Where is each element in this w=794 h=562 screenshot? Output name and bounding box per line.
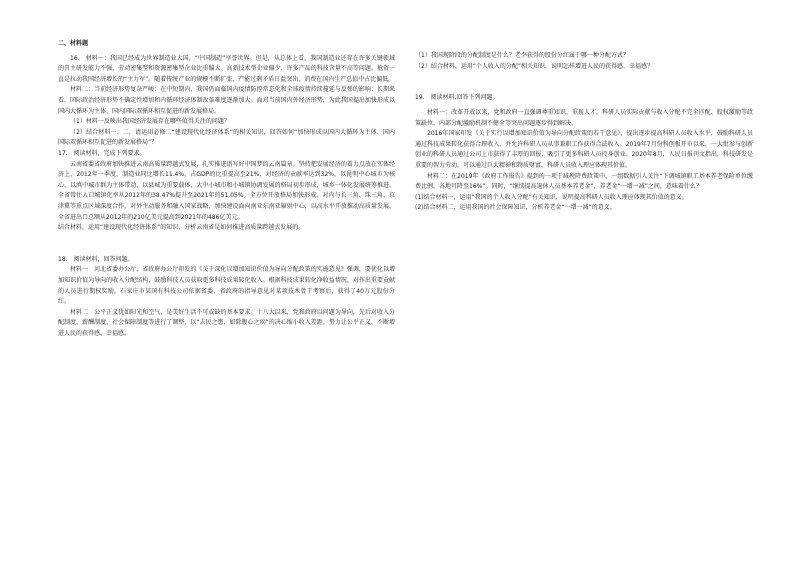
section-heading: 二、材料题 bbox=[58, 40, 89, 47]
q17-task: 结合材料，运用“建设现代化经济体系”的知识，分析云南省是如何推进高质量跨越式发展的。 bbox=[58, 224, 305, 232]
q19-subquestion-1: (1)结合材料一，运用“我国的个人收入分配”有关知识，说明提高科研人员收入理应体现其价值的意义。 bbox=[415, 193, 688, 201]
q16-material-one: 16. 材料一：我国已经成为世界制造业大国，“中国制造”享誉世界。但是，从总体上看，我国制造业还存在许多关键领域的自主研发能力不强、劳动密集型和资源密集型企业比重偏大、高新技术型企业偏少、许多产品的科技含量不高等问题。抢资一直是拉动我国经济增长的“主力军”。随着传统产业的规模不断扩张，产能过剩矛盾日益突出，消费在国内生产总值中占比偏低。 bbox=[58, 54, 395, 83]
q18-material-two: 材料二 公平正义犹如阳光和空气，是美好生活不可或缺的基本要求。十八大以来，党和政府以问题为导向，先后对收入分配制度、薪酬制度、社会保障制度等进行了调整，以“去民之患，如除腹心之疾”的决心缩小收入差距，努力让公平正义，不断增进人民的获得感、幸福感。 bbox=[58, 308, 395, 338]
q19-title: 19. 阅读材料,回答下列问题。 bbox=[415, 94, 499, 102]
q18-material-one: 材料一 河北省委办公厅、省政府办公厅印发的《关于深化以增加知识价值为导向分配政策的实施意见》强调，要优化以增加知识价值为导向的收入分配结构，鼓励科技人员获取更多科技成果转化收入。根据科技成果转化净收益情况，对作出重要贡献的人员进行期权奖励。石家庄市某国有科技公司依据省委、省政府的指导意见对某项技术骨干考察后，获得了40万元股份分红。 bbox=[58, 266, 395, 306]
left-column bbox=[58, 0, 395, 340]
q16-material-two: 材料二：当前经济形势复杂严峻：在中短期内，我国仍面临国内疫情防控常态化和全球疫情持续蔓延与反弹的影响；长期来看，国际政治经济形势不确定性增加和内循环经济体制改革难度逐渐加大。面对当前国内外经济形势，为此我国提出加快形成以国内大循环为主体、国内国际双循环相互促进的新发展格局。 bbox=[58, 86, 395, 115]
q19-material-two: 材料二：在2019年《政府工作报告》提到的一项于减税降费政策中，一组数据引人关注“下调城镇职工基本养老保险单位缴费比例，各地可降至16%”。同时，“继续提高退休人员基本养老金”，养老金“一增一减”之间，意味着什么？ bbox=[415, 172, 753, 191]
q16-subquestion-1: （1）材料一反映出我国经济发展存在哪些值得关注的问题？ bbox=[70, 118, 230, 126]
q17-title: 17. 阅读材料，完成下列要求。 bbox=[58, 149, 146, 157]
q19-material-one: 材料一：改革开放以来，党和政府一直强调尊重知识、重视人才。科研人员实际贡献与收入分配不完全匹配、股权激励等政策缺位、内部分配激励机制不健全等突出问题逐步得到解决。 bbox=[415, 108, 753, 127]
q16-subquestion-2: （2）结合材料一、二，请运用必修二“建设现代化经济体系”的相关知识，回答如何“加快形成以国内大循环为主体、国内国际双循环相互促进的新发展格局”？ bbox=[58, 128, 395, 147]
right-column bbox=[415, 0, 753, 214]
q19-material-one-cont: 2016年国家印发《关于实行以增加知识价值为导向分配政策的若干意见》，提出逐步提高科研人员收入水平，鼓励科研人员通过科技成果转化获得合理收入，并允许科研人员从事兼职工作获得合法收入。2019年7月份科创板开市以来，一大批参与创新创业的科研人员通过公司上市获得了丰厚的回报，吸引了更多科研人员投身创业。2020年8月，人民日报刊文指出，科技研发是重要的智力劳动，可以通过巨大精神和物质财富，科研人员收入理应体现其价值。 bbox=[415, 130, 753, 169]
q18-subquestion-2: （2）结合材料，运用“个人收入的分配”相关知识，说明怎样增进人民的获得感、幸福感？ bbox=[415, 62, 654, 70]
q19-subquestion-2: (2)结合材料二，运用我国的社会保障知识，分析养老金“一增一减”的意义。 bbox=[415, 204, 616, 212]
q17-material: 云南省委省政府加快推进云南高质量跨越式发展，扎实推进谱写好中国梦的云南篇章。坚持把发展经济的着力点放在实体经济上，2012年一季度，制造业同比增长11.4%，占GDP的比重提高至21%，对经济的贡献率达到32%。以昆明中心城市为核心、以滇中城市群为主体带动，以县城为重要载体，大中小城市和小城镇协调发展的格局初步形成，城乡一体化发展统筹推进，全省常住人口城镇化率从2012年的38.47%提升至2021年的51.05%。全方位开放格局加快形成，对内与长三角、珠三角、京津冀等重点区域深度合作，对外主动服务和融入国家战略，加快建设面向南亚东南亚辐射中心，以高水平开放推动高质量发展，全省进出口总额从2012年的210亿美元提高到2021年的486亿美元。 bbox=[58, 160, 395, 221]
q18-title: 18. 阅读材料，回答问题。 bbox=[58, 255, 134, 263]
q18-subquestion-1: （1）我国现阶段的分配制度是什么？老李获得的股份分红属于哪一种分配方式？ bbox=[415, 52, 629, 59]
